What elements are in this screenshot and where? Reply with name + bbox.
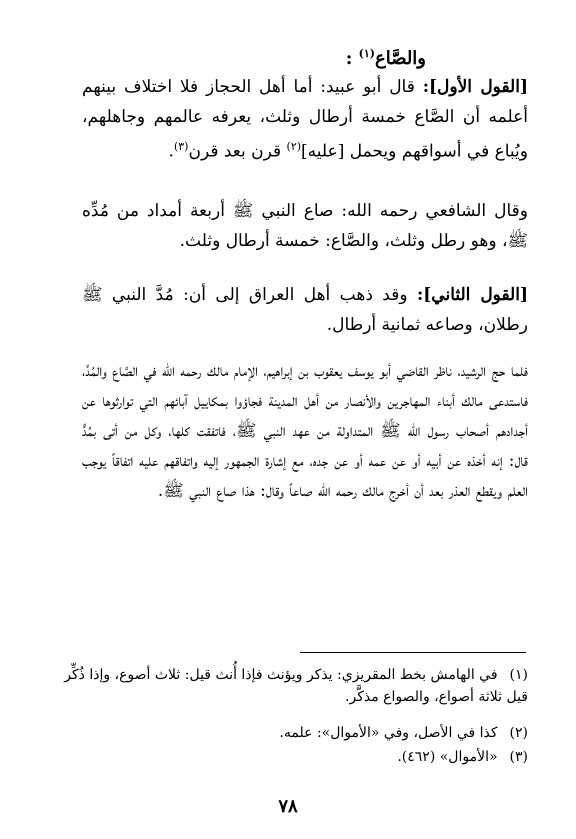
paragraph-shafii <box>82 196 528 256</box>
second-opinion-text: وقد ذهب أهل العراق إلى أن: مُدَّ النبي ﷺ رطلان، وصاعه ثمانية أرطال. <box>82 285 528 335</box>
footnote-2 <box>60 722 528 744</box>
first-opinion-text: قال أبو عبيد: أما أهل الحجاز فلا اختلاف بينهم أعلمه أن الصَّاع خمسة أرطال وثلث، يعرفه عالمهم وجاهلهم، ويُباع في أسواقهم ويحمل [عليه] <box>82 77 528 162</box>
footnote-3-text: «الأموال» (٤٦٢). <box>397 749 498 765</box>
second-opinion-label: [القول الثاني]: <box>416 285 528 305</box>
paragraph-rashid <box>82 356 528 506</box>
footnote-3-number: (٣) <box>509 749 528 765</box>
footnote-ref-3: (٣) <box>173 140 189 153</box>
footnote-1 <box>60 664 528 708</box>
section-heading <box>346 40 426 73</box>
paragraph-second-opinion <box>82 280 528 340</box>
paragraph-first-opinion <box>82 72 528 167</box>
footnote-1-text: في الهامش بخط المقريزي: يذكر ويؤنث فإذا أُنث قيل: ثلاث أصوع، وإذا ذُكِّر قيل ثلاثة أصواع، والصواع مذكَّر. <box>64 667 528 705</box>
heading-text: والصَّاع <box>374 48 426 69</box>
first-opinion-end: . <box>168 141 174 162</box>
footnote-1-number: (١) <box>509 667 528 683</box>
footnote-ref-2: (٢) <box>286 140 302 153</box>
rashid-text: فلما حج الرشيد، ناظر القاضي أبو يوسف يعقوب بن إبراهيم، الإمام مالك رحمه الله في الصَّاع والمُدِّ، فاستدعى مالك أبناء المهاجرين والأنصار من أهل المدينة فجاؤوا بمكاييل آبائهم التي توارثوها عن أجدادهم أصحاب رسول الله ﷺ المتداولة من عهد النبي ﷺ، فاتفقت كلها، وكل من أتى بمُدٍّ قال: إنه أخذه عن أبيه أو عن عمه أو عن جده، مع إشارة الجمهور إليه واتفاقهم عليه اتفاقاً يوجب العلم ويقطع العذر بعد أن أخرج مالك رحمه الله صاعاً وقال: هذا صاع النبي ﷺ. <box>82 361 528 501</box>
first-opinion-text-end: قرن بعد قرن <box>188 141 287 162</box>
footnote-divider <box>300 652 526 653</box>
shafii-text: وقال الشافعي رحمه الله: صاع النبي ﷺ أربعة أمداد من مُدِّه ﷺ، وهو رطل وثلث، والصَّاع: خمسة أرطال وثلث. <box>82 201 528 251</box>
heading-colon: : <box>345 48 353 69</box>
footnote-2-number: (٢) <box>509 725 528 741</box>
first-opinion-label: [القول الأول]: <box>422 77 528 97</box>
page-number: ٧٨ <box>278 796 298 817</box>
footnote-2-text: كذا في الأصل، وفي «الأموال»: علمه. <box>279 725 498 741</box>
footnote-3 <box>60 746 528 768</box>
footnote-ref-1: (١) <box>358 47 375 60</box>
